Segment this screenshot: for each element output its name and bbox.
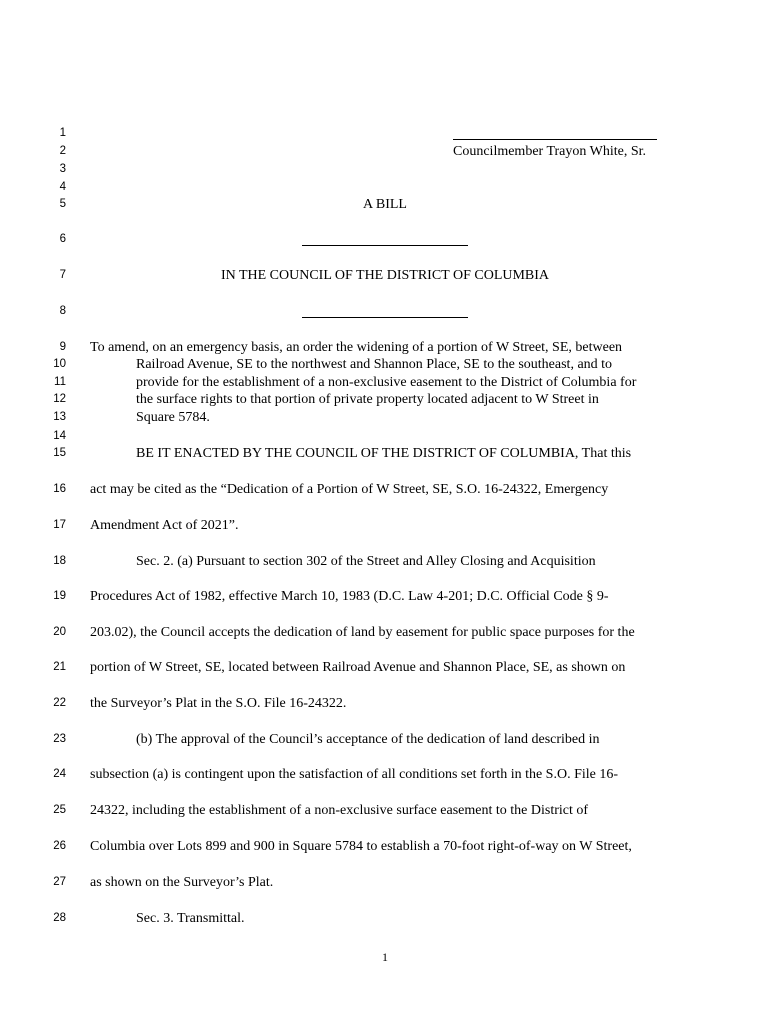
body-line: Procedures Act of 1982, effective March 10, 1983 (D.C. Law 4-201; D.C. Official Code § 9- — [90, 589, 609, 604]
line-number: 5 — [59, 198, 66, 210]
line-number: 23 — [53, 733, 66, 745]
line-number: 13 — [53, 411, 66, 423]
sponsor-signature-line — [453, 139, 657, 140]
heading-rule-bottom — [302, 317, 468, 318]
line-number: 4 — [59, 181, 66, 193]
line-number: 7 — [59, 269, 66, 281]
line-number: 17 — [53, 519, 66, 531]
line-number: 3 — [59, 163, 66, 175]
body-line: subsection (a) is contingent upon the satisfaction of all conditions set forth in the S.O. File 16- — [90, 767, 619, 782]
bill-label: A BILL — [363, 197, 407, 212]
line-number: 25 — [53, 804, 66, 816]
body-line: 203.02), the Council accepts the dedication of land by easement for public space purposes for the — [90, 625, 635, 640]
line-number: 27 — [53, 876, 66, 888]
line-number: 28 — [53, 912, 66, 924]
body-line: as shown on the Surveyor’s Plat. — [90, 875, 274, 890]
sponsor-name: Councilmember Trayon White, Sr. — [453, 144, 647, 159]
subsection-b: (b) The approval of the Council’s acceptance of the dedication of land described in — [136, 732, 600, 747]
heading-rule-top — [302, 245, 468, 246]
line-number: 14 — [53, 430, 66, 442]
enacting-clause: BE IT ENACTED BY THE COUNCIL OF THE DISTRICT OF COLUMBIA, That this — [136, 446, 632, 461]
line-number: 6 — [59, 233, 66, 245]
line-number: 20 — [53, 626, 66, 638]
section-2-heading: Sec. 2. (a) Pursuant to section 302 of the Street and Alley Closing and Acquisition — [136, 554, 596, 569]
section-3-heading: Sec. 3. Transmittal. — [136, 911, 245, 926]
body-line: the Surveyor’s Plat in the S.O. File 16-24322. — [90, 696, 347, 711]
line-number: 16 — [53, 483, 66, 495]
bill-title-line: Railroad Avenue, SE to the northwest and Shannon Place, SE to the southeast, and to — [136, 357, 613, 372]
line-number: 12 — [53, 393, 66, 405]
line-number: 9 — [59, 341, 66, 353]
line-number: 24 — [53, 768, 66, 780]
body-line: 24322, including the establishment of a non-exclusive surface easement to the District of — [90, 803, 589, 818]
line-number: 22 — [53, 697, 66, 709]
line-number: 18 — [53, 555, 66, 567]
body-line: Columbia over Lots 899 and 900 in Square 5784 to establish a 70-foot right-of-way on W Street, — [90, 839, 632, 854]
council-heading: IN THE COUNCIL OF THE DISTRICT OF COLUMBIA — [220, 268, 550, 283]
body-line: portion of W Street, SE, located between Railroad Avenue and Shannon Place, SE, as shown on — [90, 660, 626, 675]
line-number: 1 — [59, 127, 66, 139]
line-number: 21 — [53, 661, 66, 673]
line-number: 19 — [53, 590, 66, 602]
bill-title-line: provide for the establishment of a non-exclusive easement to the District of Columbia for — [136, 375, 637, 390]
line-number: 8 — [59, 305, 66, 317]
body-line: Amendment Act of 2021”. — [90, 518, 239, 533]
line-number: 26 — [53, 840, 66, 852]
bill-title-line: To amend, on an emergency basis, an order the widening of a portion of W Street, SE, between — [90, 340, 623, 355]
line-number: 2 — [59, 145, 66, 157]
page-number: 1 — [382, 950, 388, 964]
line-number: 15 — [53, 447, 66, 459]
line-number: 10 — [53, 358, 66, 370]
body-line: act may be cited as the “Dedication of a Portion of W Street, SE, S.O. 16-24322, Emergency — [90, 482, 609, 497]
line-number: 11 — [54, 376, 66, 388]
bill-title-line: Square 5784. — [136, 410, 210, 425]
bill-title-line: the surface rights to that portion of private property located adjacent to W Street in — [136, 392, 599, 407]
